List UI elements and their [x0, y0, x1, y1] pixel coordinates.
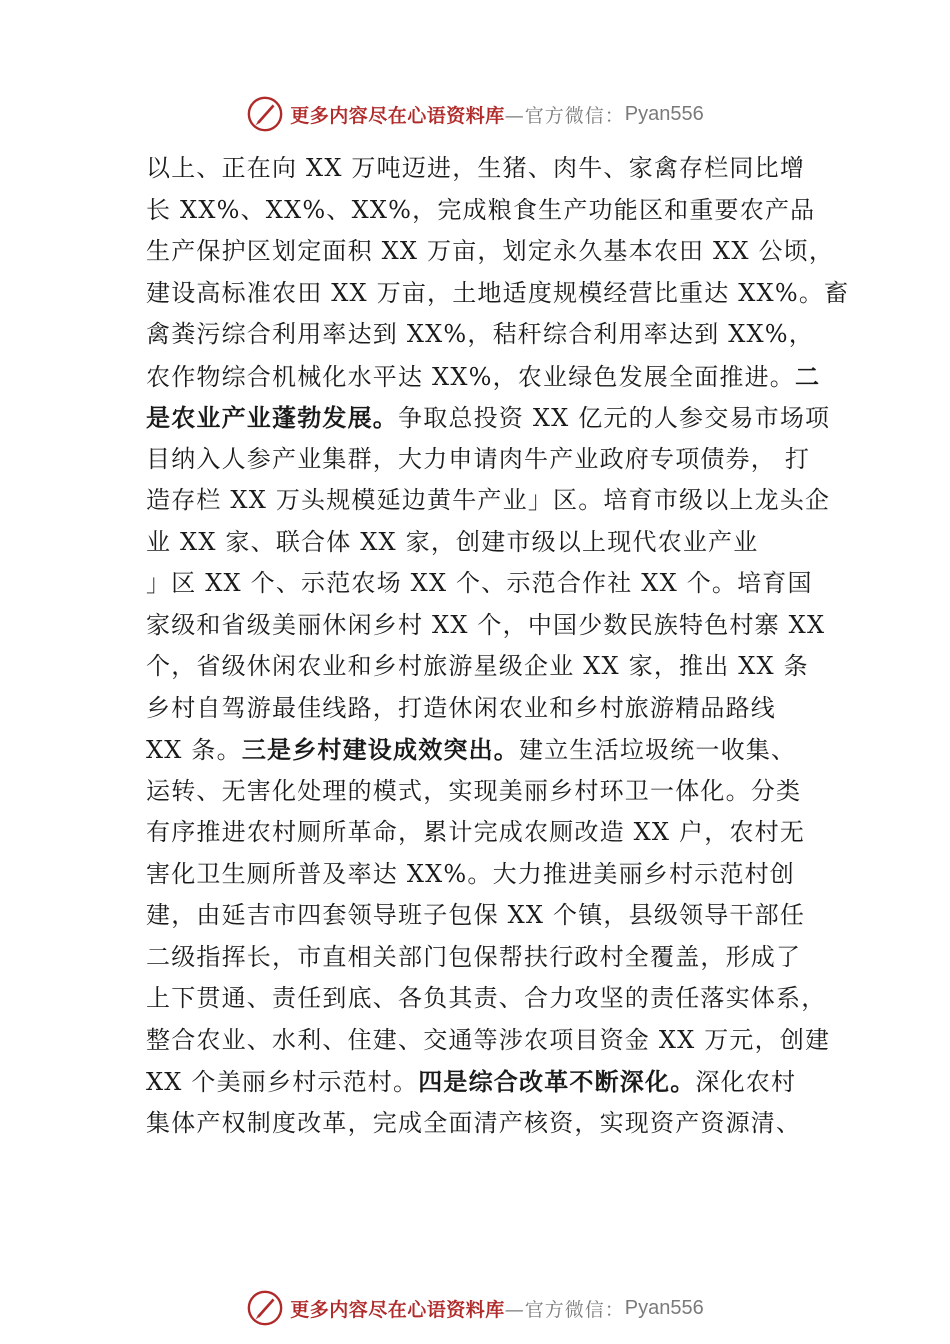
text-line: 集体产权制度改革，完成全面清产核资，实现资产资源清、 — [146, 1108, 802, 1137]
text-line: 目纳入人参产业集群，大力申请肉牛产业政府专项债券， 打 — [146, 444, 811, 473]
watermark-suffix: —官方微信： — [504, 1298, 625, 1321]
text-line: 禽粪污综合利用率达到 XX%，秸秆综合利用率达到 XX%， — [146, 320, 815, 348]
text-line: 乡村自驾游最佳线路，打造休闲农业和乡村旅游精品路线 — [146, 693, 776, 722]
text-line: 建设高标准农田 XX 万亩，土地适度规模经营比重达 XX%。畜 — [146, 278, 850, 307]
text-line: 生产保护区划定面积 XX 万亩，划定永久基本农田 XX 公顷， — [146, 237, 835, 265]
watermark-brand: 更多内容尽在心语资料库 — [290, 1298, 505, 1321]
text-line: 整合农业、水利、住建、交通等涉农项目资金 XX 万元，创建 — [146, 1025, 831, 1054]
section-heading: 三是乡村建设成效突出。 — [241, 735, 520, 764]
text-line: 运转、无害化处理的模式，实现美丽乡村环卫一体化。分类 — [146, 776, 802, 805]
text-line: 害化卫生厕所普及率达 XX%。大力推进美丽乡村示范村创 — [146, 859, 796, 888]
document-body — [146, 148, 850, 1144]
text-line: 是农业产业蓬勃发展。争取总投资 XX 亿元的人参交易市场项 — [146, 403, 831, 432]
text-line: 长 XX%、XX%、XX%，完成粮食生产功能区和重要农产品 — [146, 195, 816, 224]
text-line: 业 XX 家、联合体 XX 家，创建市级以上现代农业产业 — [146, 527, 759, 556]
text-line: 建，由延吉市四套领导班子包保 XX 个镇，县级领导干部任 — [146, 901, 806, 929]
text-line: 个，省级休闲农业和乡村旅游星级企业 XX 家，推出 XX 条 — [146, 652, 809, 680]
quill-pen-seal-icon — [246, 1289, 284, 1327]
watermark-header — [0, 94, 950, 134]
section-heading: 二 — [795, 361, 821, 391]
watermark-handle: Pyan556 — [624, 1296, 704, 1319]
text-line: 」区 XX 个、示范农场 XX 个、示范合作社 XX 个。培育国 — [146, 569, 813, 597]
section-heading: 是农业产业蓬勃发展。 — [146, 403, 398, 432]
text-line: 上下贯通、责任到底、各负其责、合力攻坚的责任落实体系， — [146, 984, 827, 1012]
watermark-suffix: —官方微信： — [504, 104, 625, 127]
text-line: XX 条。三是乡村建设成效突出。建立生活垃圾统一收集、 — [146, 735, 797, 764]
text-line: 农作物综合机械化水平达 XX%，农业绿色发展全面推进。二 — [146, 361, 821, 391]
text-line: XX 个美丽乡村示范村。四是综合改革不断深化。深化农村 — [146, 1067, 797, 1096]
watermark-brand: 更多内容尽在心语资料库 — [290, 104, 505, 127]
watermark-handle: Pyan556 — [624, 102, 704, 125]
text-line: 造存栏 XX 万头规模延边黄牛产业」区。培育市级以上龙头企 — [146, 486, 831, 514]
section-heading: 四是综合改革不断深化。 — [418, 1067, 696, 1096]
quill-pen-seal-icon — [246, 95, 284, 133]
text-line: 二级指挥长，市直相关部门包保帮扶行政村全覆盖，形成了 — [146, 942, 802, 971]
text-line: 家级和省级美丽休闲乡村 XX 个，中国少数民族特色村寨 XX — [146, 610, 826, 639]
text-line: 有序推进农村厕所革命，累计完成农厕改造 XX 户，农村无 — [146, 818, 806, 846]
watermark-footer — [0, 1288, 950, 1328]
text-line: 以上、正在向 XX 万吨迈进，生猪、肉牛、家禽存栏同比增 — [146, 154, 806, 182]
